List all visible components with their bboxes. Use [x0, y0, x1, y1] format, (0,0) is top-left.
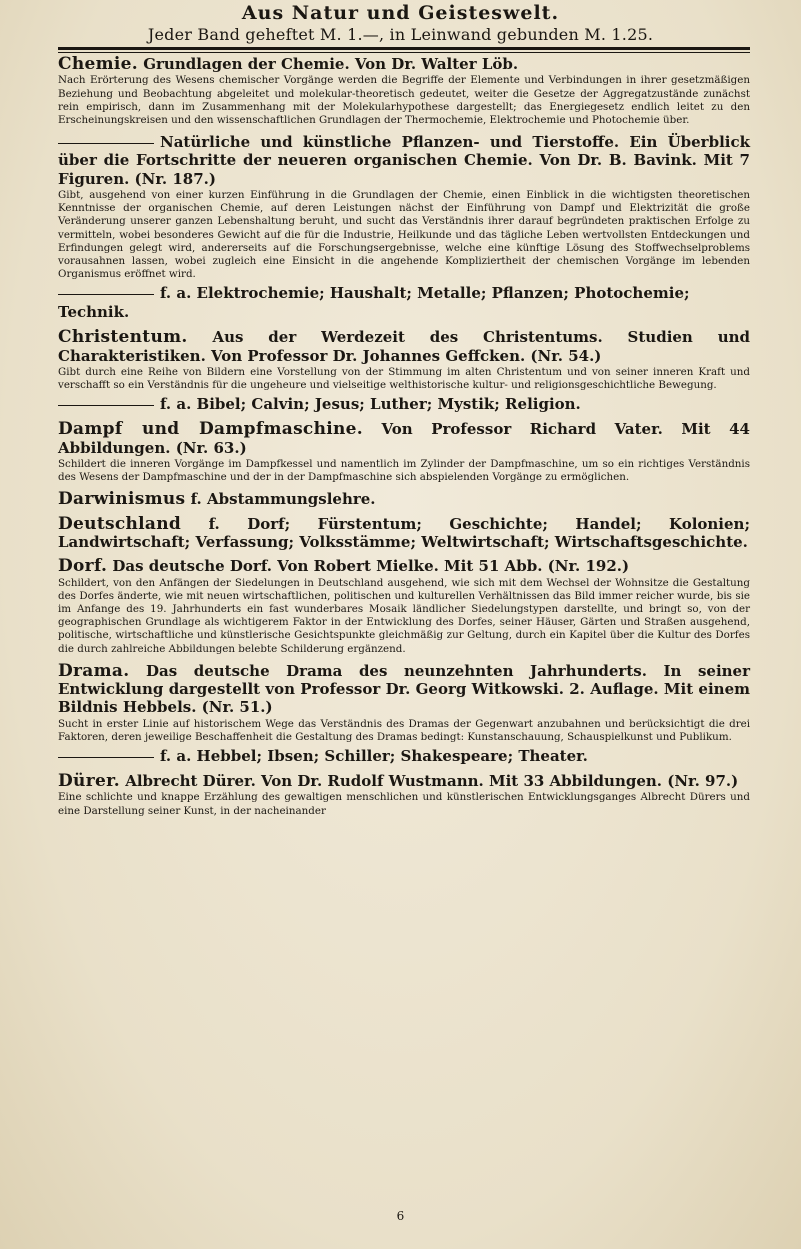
entry-keyword: Christentum.	[58, 327, 188, 348]
entry-description: Sucht in erster Linie auf historischem Wege das Verständnis des Dramas der Gegenwart anzubahnen und berücksichtigt die drei Faktoren, deren jeweilige Beschaffenheit die Gestaltung des Dramas bedingt: Kunstanschauung, Schauspielkunst und Publikum.	[58, 717, 750, 743]
repeat-dash	[58, 143, 154, 144]
entry-keyword: Dorf.	[58, 556, 108, 577]
entry-description: Gibt durch eine Reihe von Bildern eine Vorstellung von der Stimmung im alten Christentum und von seiner inneren Kraft und verschafft so ein Verständnis für die ungeheure und vielseitige welthistorische kultur- und religionsgeschichtliche Bewegung.	[58, 366, 750, 392]
entry-duerer	[58, 772, 750, 818]
see-also-line: f. a. Hebbel; Ibsen; Schiller; Shakespeare; Theater.	[160, 747, 588, 766]
entry-darwinismus	[58, 490, 750, 508]
repeat-dash	[58, 405, 154, 406]
see-also-line: f. a. Bibel; Calvin; Jesus; Luther; Mystik; Religion.	[160, 395, 581, 414]
entry-dorf	[58, 557, 750, 656]
entry-title: f. Abstammungslehre.	[185, 490, 376, 509]
entry-description: Schildert die inneren Vorgänge im Dampfkessel und namentlich im Zylinder der Dampfmaschine, um so ein richtiges Verständnis des Wesens der Dampfmaschine und der in der Dampfmaschine sich abspielenden Vorgänge zu ermöglichen.	[58, 458, 750, 484]
series-title: Aus Natur und Geisteswelt.	[241, 2, 560, 24]
repeat-dash	[58, 757, 154, 758]
entry-keyword: Chemie.	[58, 54, 138, 74]
entry-keyword: Darwinismus	[58, 489, 186, 510]
header-rule-thick	[58, 47, 750, 50]
entry-title: Natürliche und künstliche Pflanzen- und Tierstoffe. Ein Überblick über die Fortschritte der neueren organischen Chemie. Von Dr. B. Bavink. Mit 7 Figuren. (Nr. 187.)	[58, 133, 750, 188]
entry-title: Albrecht Dürer. Von Dr. Rudolf Wustmann. Mit 33 Abbildungen. (Nr. 97.)	[120, 772, 739, 791]
entry-keyword: Drama.	[58, 660, 130, 681]
catalog-entries	[58, 55, 750, 824]
see-also-line: f. a. Elektrochemie; Haushalt; Metalle; Pflanzen; Photochemie; Technik.	[58, 284, 690, 322]
entry-title: Von Professor Richard Vater. Mit 44 Abbildungen. (Nr. 63.)	[58, 420, 750, 457]
entry-dampf	[58, 420, 750, 484]
entry-christentum	[58, 328, 750, 414]
entry-title: Grundlagen der Chemie. Von Dr. Walter Löb.	[138, 55, 519, 73]
entry-drama	[58, 662, 750, 766]
page-header	[0, 2, 801, 46]
entry-deutschland	[58, 515, 750, 552]
entry-description: Nach Erörterung des Wesens chemischer Vorgänge werden die Begriffe der Elemente und Verbindungen in ihrer gesetzmäßigen Beziehung und Beobachtung abgeleitet und molekular-theoretisch gedeutet, weiter die Gesetze der Aggregatzustände zunächst rein empirisch, dann im Zusammenhang mit der Molekularhypothese dargestellt; das Energiegesetz endlich leitet zu den Erscheinungskreisen und den wissenschaftlichen Grundlagen der Thermochemie, Elektrochemie und Photochemie über.	[58, 74, 750, 126]
page-number: 6	[396, 1209, 405, 1223]
entry-title: Das deutsche Dorf. Von Robert Mielke. Mit 51 Abb. (Nr. 192.)	[107, 557, 630, 576]
entry-keyword: Dampf und Dampfmaschine.	[58, 419, 363, 440]
entry-title: f. Dorf; Fürstentum; Geschichte; Handel; Kolonien; Landwirtschaft; Verfassung; Volksstämme; Weltwirtschaft; Wirtschaftsgeschichte.	[58, 514, 750, 552]
entry-description: Schildert, von den Anfängen der Siedelungen in Deutschland ausgehend, wie sich mit dem Wechsel der Wohnsitze die Gestaltung des Dorfes änderte, wie mit neuen wirtschaftlichen, politischen und kulturellen Verhältnissen das Bild immer reicher wurde, bis sie im Anfange des 19. Jahrhunderts ein fast wunderbares Mosaik ländlicher Siedelungstypen darstellte, und bringt so, von der geographischen Grundlage als wichtigerem Faktor in der Entwicklung des Dorfes, seiner Häuser, Gärten und Straßen ausgehend, politische, wirtschaftliche und künstlerische Gesichtspunkte gleichmäßig zur Geltung, durch ein Kapitel über die Kultur des Dorfes die durch zahlreiche Abbildungen belebte Schilderung ergänzend.	[58, 576, 750, 655]
repeat-dash	[58, 294, 154, 295]
entry-keyword: Dürer.	[58, 771, 120, 792]
entry-chemie	[58, 55, 750, 127]
entry-title: Das deutsche Drama des neunzehnten Jahrhunderts. In seiner Entwicklung dargestellt von Professor Dr. Georg Witkowski. 2. Auflage. Mit einem Bildnis Hebbels. (Nr. 51.)	[58, 661, 750, 717]
entry-pflanzen-tierstoffe	[58, 133, 750, 322]
header-rule-thin	[58, 52, 750, 53]
entry-description: Eine schlichte und knappe Erzählung des gewaltigen menschlichen und künstlerischen Entwicklungsganges Albrecht Dürers und eine Darstellung seiner Kunst, in der nacheinander	[58, 791, 750, 817]
entry-title: Aus der Werdezeit des Christentums. Studien und Charakteristiken. Von Professor Dr. Johannes Geffcken. (Nr. 54.)	[58, 328, 750, 365]
binding-price-line: Jeder Band geheftet M. 1.—, in Leinwand gebunden M. 1.25.	[147, 25, 654, 44]
entry-description: Gibt, ausgehend von einer kurzen Einführung in die Grundlagen der Chemie, einen Einblick in die wichtigsten theoretischen Kenntnisse der organischen Chemie, auf deren Leistungen nächst der Einführung von Dampf und Elektrizität die große Veränderung unserer ganzen Lebenshaltung beruht, und sucht das Verständnis ihrer darauf begründeten praktischen Erfolge zu vermitteln, wobei besonderes Gewicht auf die für die Industrie, Heilkunde und das tägliche Leben wertvollsten Entdeckungen und Erfindungen gelegt wird, andererseits auf die Forschungsergebnisse, welche eine künftige Lösung des Stoffwechselproblems vorausahnen lassen, wobei zugleich eine Einsicht in die angehende Kompliziertheit der chemischen Vorgänge im lebenden Organismus eröffnet wird.	[58, 189, 750, 281]
entry-keyword: Deutschland	[58, 513, 182, 534]
